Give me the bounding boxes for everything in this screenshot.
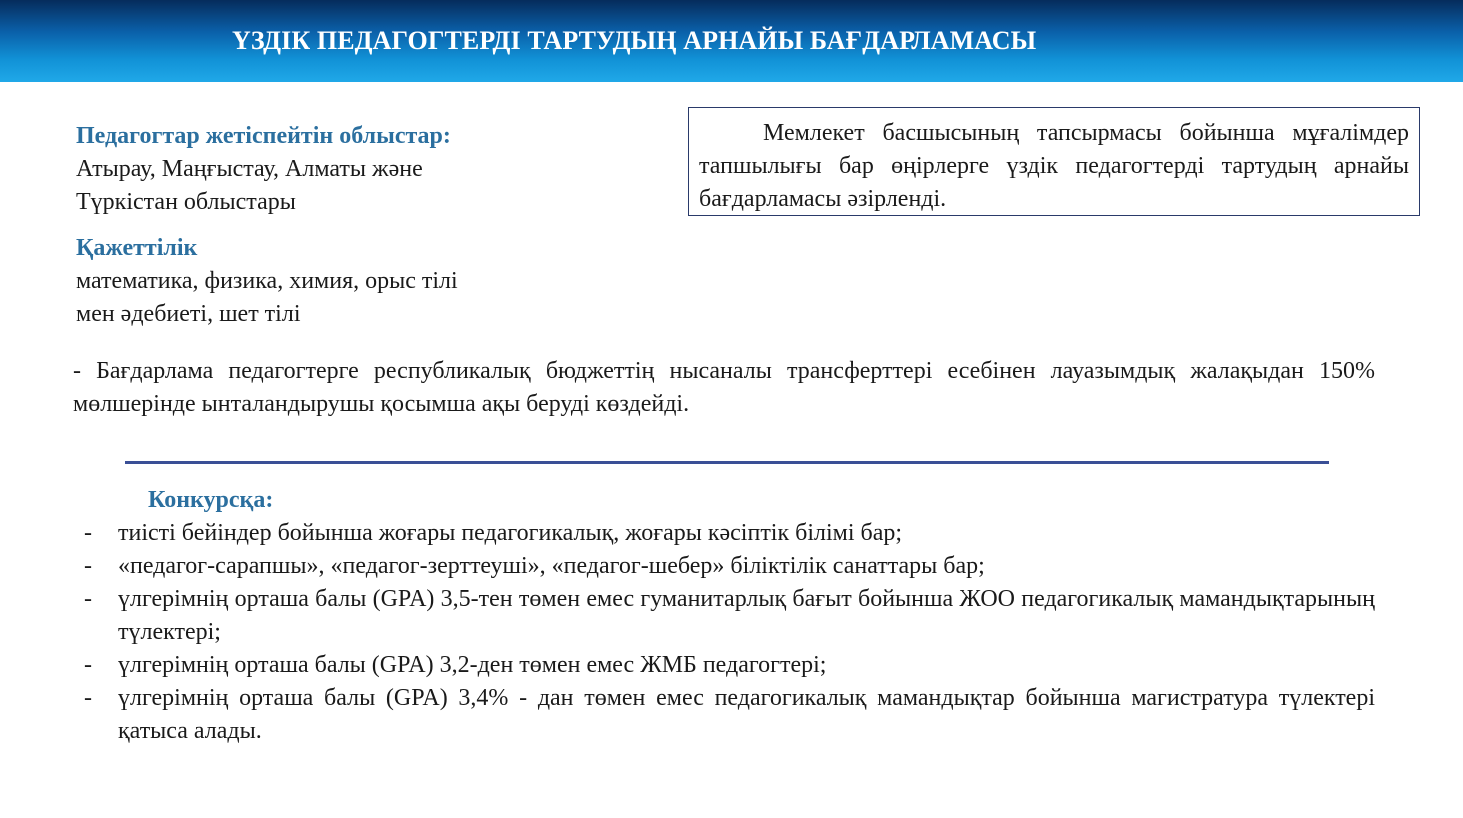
- bullet-dash: -: [84, 652, 92, 678]
- page-title: ҮЗДІК ПЕДАГОГТЕРДІ ТАРТУДЫҢ АРНАЙЫ БАҒДАРЛАМАСЫ: [232, 26, 1037, 55]
- program-paragraph: - Бағдарлама педагогтерге республикалық бюджеттің нысаналы трансферттері есебінен лауазымдық жалақыдан 150% мөлшерінде ынталандырушы қосымша ақы беруді көздейді.: [73, 358, 1375, 417]
- list-item: [84, 583, 1375, 649]
- list-item: [84, 682, 1375, 748]
- contest-heading: Конкурсқа:: [148, 487, 274, 513]
- list-item-text: үлгерімнің орташа балы (GPA) 3,4% - дан төмен емес педагогикалық мамандықтар бойынша магистратура түлектері қатыса алады.: [118, 685, 1375, 744]
- need-heading: Қажеттілік: [76, 235, 198, 261]
- regions-line-2: Түркістан облыстары: [76, 189, 296, 215]
- header-banner: [0, 0, 1463, 82]
- list-item: [84, 550, 1375, 583]
- list-item-text: үлгерімнің орташа балы (GPA) 3,2-ден төмен емес ЖМБ педагогтері;: [118, 652, 827, 678]
- notice-box: [688, 107, 1420, 216]
- notice-text: Мемлекет басшысының тапсырмасы бойынша мұғалімдер тапшылығы бар өңірлерге үздік педагогтерді тартудың арнайы бағдарламасы әзірленді.: [699, 120, 1409, 212]
- list-item-text: үлгерімнің орташа балы (GPA) 3,5-тен төмен емес гуманитарлық бағыт бойынша ЖОО педагогикалық мамандықтарының түлектері;: [118, 586, 1375, 645]
- list-item-text: тиісті бейіндер бойынша жоғары педагогикалық, жоғары кәсіптік білімі бар;: [118, 520, 903, 546]
- bullet-dash: -: [84, 586, 92, 612]
- regions-heading: Педагогтар жетіспейтін облыстар:: [76, 123, 451, 149]
- need-line-2: мен әдебиеті, шет тілі: [76, 301, 301, 327]
- list-item: [84, 649, 1375, 682]
- bullet-dash: -: [84, 553, 92, 579]
- bullet-dash: -: [84, 685, 92, 711]
- list-item-text: «педагог-сарапшы», «педагог-зерттеуші», «педагог-шебер» біліктілік санаттары бар;: [118, 553, 985, 579]
- contest-list: [84, 517, 1375, 748]
- list-item: [84, 517, 1375, 550]
- left-info-block: [76, 120, 596, 331]
- need-line-1: математика, физика, химия, орыс тілі: [76, 268, 458, 294]
- section-divider: [125, 461, 1329, 464]
- bullet-dash: -: [84, 520, 92, 546]
- regions-line-1: Атырау, Маңғыстау, Алматы және: [76, 156, 423, 182]
